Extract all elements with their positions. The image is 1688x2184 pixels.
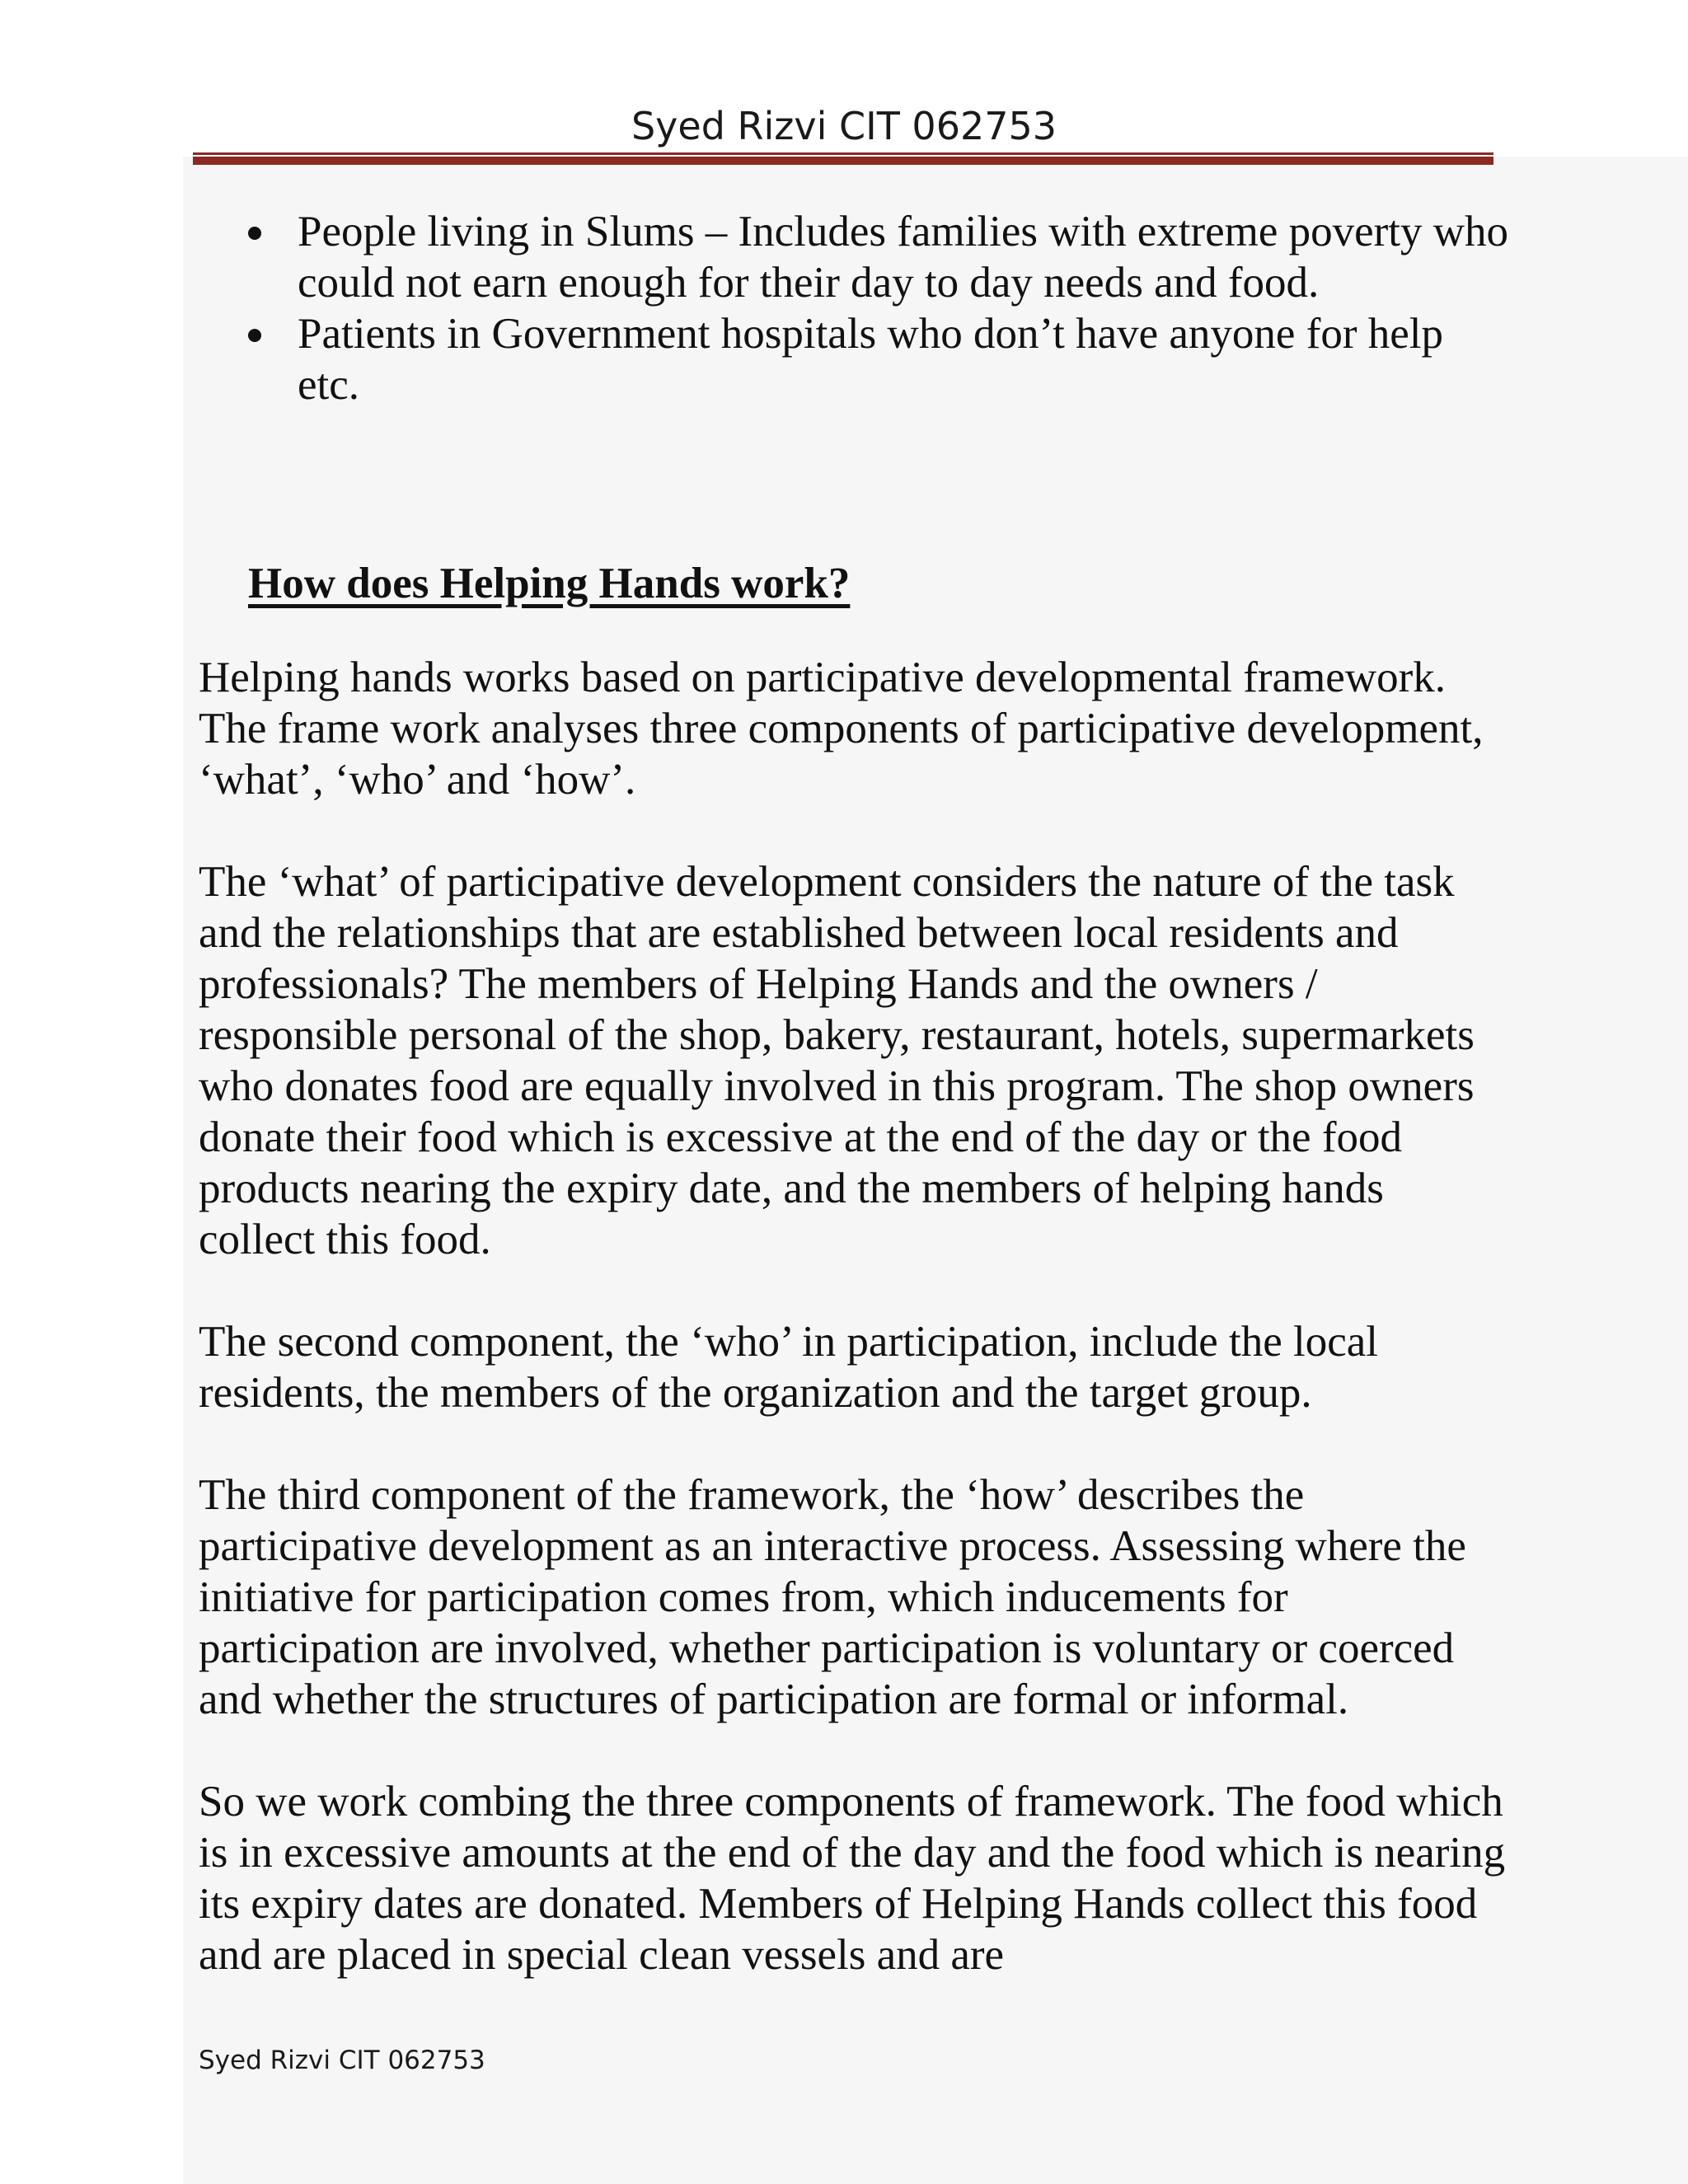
list-item [199, 308, 1509, 410]
bullet-text: People living in Slums – Includes families with extreme poverty who could not earn enough for their day to day needs and food. [298, 208, 1509, 307]
document-body [199, 206, 1509, 1980]
header-rule-thin [193, 152, 1493, 155]
paragraph: The second component, the ‘who’ in participation, include the local residents, the members of the organization and the target group. [199, 1318, 1379, 1417]
section-heading: How does Helping Hands work? [248, 560, 851, 607]
paragraph: So we work combing the three components of framework. The food which is in excessive amounts at the end of the day and the food which is nearing its expiry dates are donated. Members of Helping Hands collect this food and are placed in special clean vessels and are [199, 1778, 1506, 1979]
bullet-text: Patients in Government hospitals who don’t have anyone for help etc. [298, 310, 1444, 409]
bullet-icon [248, 227, 261, 240]
paragraph: Helping hands works based on participative developmental framework. The frame work analyses three components of participative development, ‘what’, ‘who’ and ‘how’. [199, 654, 1484, 804]
page-footer: Syed Rizvi CIT 062753 [199, 2046, 485, 2075]
bullet-list [199, 206, 1509, 410]
paragraph: The ‘what’ of participative development considers the nature of the task and the relationships that are established between local residents and professionals? The members of Helping Hands and the owners / responsible personal of the shop, bakery, restaurant, hotels, supermarkets who donates food are equally involved in this program. The shop owners donate their food which is excessive at the end of the day or the food products nearing the expiry date, and the members of helping hands collect this food. [199, 858, 1475, 1263]
bullet-icon [248, 329, 261, 342]
page-header: Syed Rizvi CIT 062753 [631, 104, 1057, 148]
list-item [199, 206, 1509, 308]
header-rule [193, 157, 1493, 165]
paragraph: The third component of the framework, the ‘how’ describes the participative development as an interactive process. Assessing where the initiative for participation comes from, which inducements for participation are involved, whether participation is voluntary or coerced and whether the structures of participation are formal or informal. [199, 1471, 1466, 1723]
